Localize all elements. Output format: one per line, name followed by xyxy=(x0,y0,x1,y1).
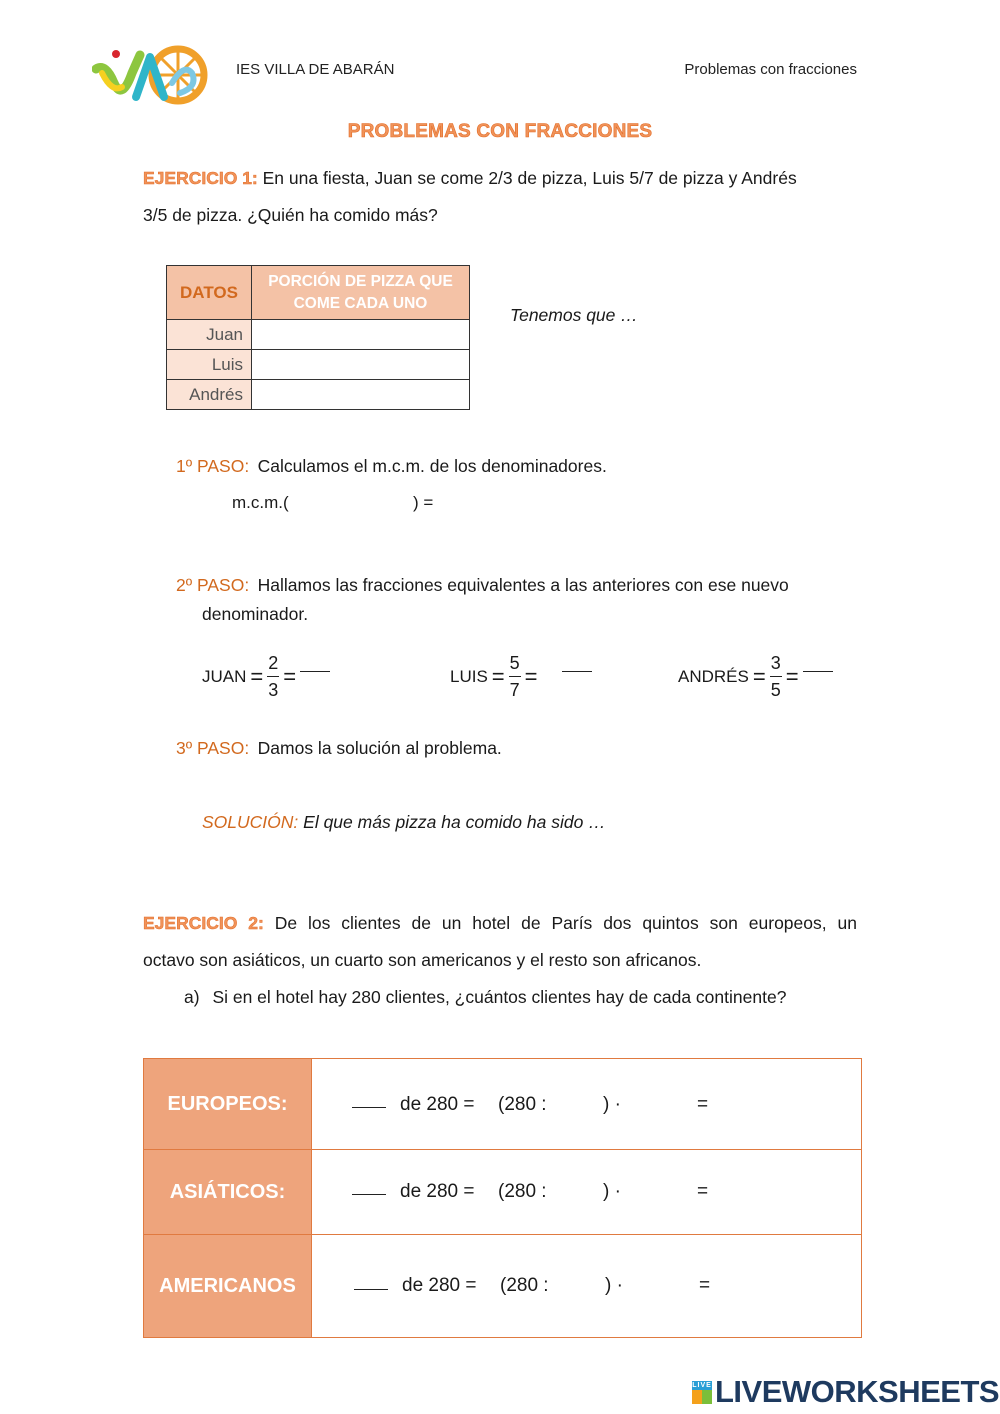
fraccion-juan-num: 2 xyxy=(268,653,279,673)
tenemos-que: Tenemos que … xyxy=(510,305,638,325)
americanos-eq: = xyxy=(699,1275,711,1296)
solucion xyxy=(202,812,606,833)
fraccion-luis-den: 7 xyxy=(509,680,520,700)
mcm-input[interactable] xyxy=(302,490,410,516)
fraccion-luis-answer[interactable] xyxy=(562,671,592,672)
ejercicio2-line1: De los clientes de un hotel de París dos quintos son europeos, un xyxy=(274,913,857,933)
fraccion-andres-answer[interactable] xyxy=(803,671,833,672)
asiaticos-paren: (280 : xyxy=(498,1181,547,1202)
item-a-text: Si en el hotel hay 280 clientes, ¿cuántos clientes hay de cada continente? xyxy=(212,987,787,1007)
ejercicio1-line1: En una fiesta, Juan se come 2/3 de pizza, Luis 5/7 de pizza y Andrés xyxy=(262,168,797,188)
americanos-label: AMERICANOS xyxy=(144,1235,312,1338)
asiaticos-expr xyxy=(312,1150,862,1235)
asiaticos-de: de 280 = xyxy=(400,1181,475,1202)
paso1-text: Calculamos el m.c.m. de los denominadores. xyxy=(257,456,607,476)
asiaticos-fraction-blank[interactable] xyxy=(352,1194,386,1195)
datos-row-andres: Andrés xyxy=(167,380,252,410)
fraccion-andres-name: ANDRÉS xyxy=(678,666,749,686)
fraccion-andres: ANDRÉS = $\frac{3}{5}$ = xyxy=(678,652,833,701)
mcm-open: m.c.m.( xyxy=(232,493,289,512)
porcion-header: PORCIÓN DE PIZZA QUE COME CADA UNO xyxy=(252,266,470,320)
fraccion-juan-answer[interactable] xyxy=(300,671,330,672)
fraccion-luis-name: LUIS xyxy=(450,666,488,686)
paso1-label: 1º PASO: xyxy=(176,456,250,476)
paso2-label: 2º PASO: xyxy=(176,575,250,595)
paso3-text: Damos la solución al problema. xyxy=(257,738,502,758)
ejercicio2-line2: octavo son asiáticos, un cuarto son americanos y el resto son africanos. xyxy=(143,950,702,970)
datos-header: DATOS xyxy=(167,266,252,320)
paso2-text2: denominador. xyxy=(202,604,309,624)
fraccion-juan-den: 3 xyxy=(268,680,279,700)
school-name: IES VILLA DE ABARÁN xyxy=(236,61,395,78)
live-badge-text: LIVE xyxy=(692,1381,712,1389)
europeos-de: de 280 = xyxy=(400,1094,475,1115)
asiaticos-close: ) · xyxy=(603,1181,621,1202)
paso2-text: Hallamos las fracciones equivalentes a las anteriores con ese nuevo xyxy=(257,575,789,595)
europeos-eq: = xyxy=(697,1094,709,1115)
continentes-table xyxy=(143,1058,862,1338)
americanos-de: de 280 = xyxy=(402,1275,477,1296)
solucion-label: SOLUCIÓN: xyxy=(202,812,299,832)
asiaticos-label: ASIÁTICOS: xyxy=(144,1150,312,1235)
fraccion-andres-den: 5 xyxy=(770,680,781,700)
liveworksheets-brand: LIVEWORKSHEETS xyxy=(715,1374,1000,1409)
liveworksheets-logo xyxy=(692,1374,999,1410)
worksheet-topic: Problemas con fracciones xyxy=(684,61,857,78)
americanos-fraction-blank[interactable] xyxy=(354,1289,388,1290)
europeos-close: ) · xyxy=(603,1094,621,1115)
solucion-text: El que más pizza ha comido ha sido … xyxy=(303,812,606,832)
ejercicio2-label: EJERCICIO 2: xyxy=(143,913,264,933)
ejercicio1-line2: 3/5 de pizza. ¿Quién ha comido más? xyxy=(143,205,438,225)
paso2 xyxy=(176,567,866,605)
live-badge xyxy=(692,1381,712,1404)
page-title: PROBLEMAS CON FRACCIONES xyxy=(347,121,653,142)
americanos-paren: (280 : xyxy=(500,1275,549,1296)
ejercicio2-item-a xyxy=(184,987,786,1008)
fraccion-juan: JUAN = $\frac{2}{3}$ = xyxy=(202,652,330,701)
mcm-close: ) = xyxy=(413,493,434,512)
item-a-marker: a) xyxy=(184,987,200,1007)
porcion-cell-juan[interactable] xyxy=(252,320,470,350)
datos-row-juan: Juan xyxy=(167,320,252,350)
porcion-cell-luis[interactable] xyxy=(252,350,470,380)
school-logo xyxy=(92,43,212,109)
paso3-label: 3º PASO: xyxy=(176,738,250,758)
europeos-fraction-blank[interactable] xyxy=(352,1107,386,1108)
fraccion-luis-num: 5 xyxy=(509,653,520,673)
europeos-label: EUROPEOS: xyxy=(144,1059,312,1150)
porcion-cell-andres[interactable] xyxy=(252,380,470,410)
paso3 xyxy=(176,738,502,759)
europeos-expr xyxy=(312,1059,862,1150)
fraccion-juan-name: JUAN xyxy=(202,666,247,686)
asiaticos-eq: = xyxy=(697,1181,709,1202)
ejercicio1-label: EJERCICIO 1: xyxy=(143,168,258,188)
paso1 xyxy=(176,456,607,477)
americanos-close: ) · xyxy=(605,1275,623,1296)
americanos-expr xyxy=(312,1235,862,1338)
ejercicio2-statement xyxy=(143,905,857,979)
fraccion-andres-num: 3 xyxy=(770,653,781,673)
datos-table xyxy=(166,265,470,410)
datos-row-luis: Luis xyxy=(167,350,252,380)
fraccion-luis: LUIS = $\frac{5}{7}$ = xyxy=(450,652,592,701)
europeos-paren: (280 : xyxy=(498,1094,547,1115)
ejercicio1-statement xyxy=(143,160,857,234)
